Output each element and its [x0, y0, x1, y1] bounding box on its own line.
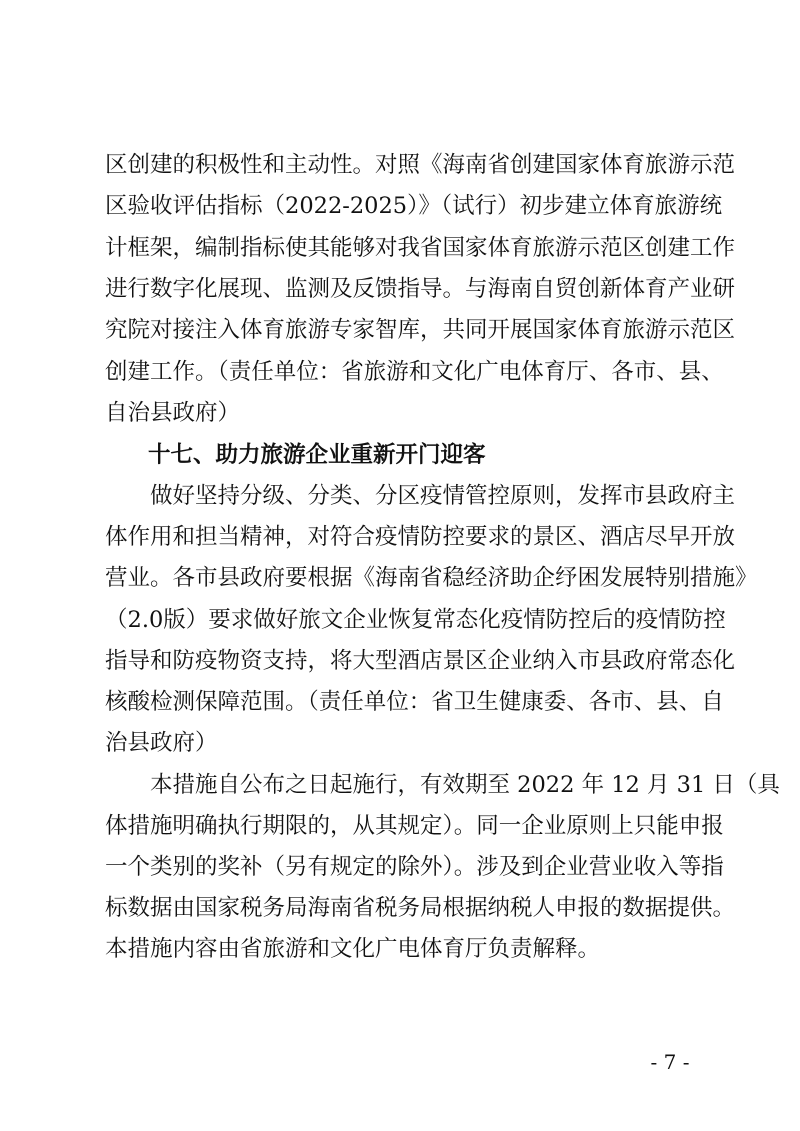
text-line: 区验收评估指标（2022-2025）》（试行）初步建立体育旅游统 — [105, 193, 723, 219]
text-line: 区创建的积极性和主动性。对照《海南省创建国家体育旅游示范 — [105, 152, 736, 178]
text-line: 创建工作。（责任单位：省旅游和文化广电体育厅、各市、县、 — [105, 359, 724, 385]
text-line: 进行数字化展现、监测及反馈指导。与海南自贸创新体育产业研 — [105, 276, 736, 302]
text-line: 指导和防疫物资支持，将大型酒店景区企业纳入市县政府常态化 — [105, 648, 736, 674]
text-line: 一个类别的奖补（另有规定的除外）。涉及到企业营业收入等指 — [105, 854, 724, 880]
text-line: 计框架，编制指标使其能够对我省国家体育旅游示范区创建工作 — [105, 235, 736, 261]
text-line: 营业。各市县政府要根据《海南省稳经济助企纾困发展特别措施》 — [105, 565, 758, 591]
text-line: 核酸检测保障范围。（责任单位：省卫生健康委、各市、县、自 — [105, 689, 724, 715]
text-line: 本措施内容由省旅游和文化广电体育厅负责解释。 — [105, 936, 601, 962]
text-line: 本措施自公布之日起施行，有效期至 2022 年 12 月 31 日（具 — [150, 772, 780, 798]
text-line: 究院对接注入体育旅游专家智库，共同开展国家体育旅游示范区 — [105, 317, 736, 343]
page-number: - 7 - — [650, 1050, 690, 1074]
text-line: 体作用和担当精神，对符合疫情防控要求的景区、酒店尽早开放 — [105, 524, 736, 550]
section-heading: 十七、助力旅游企业重新开门迎客 — [148, 442, 486, 468]
text-line: 标数据由国家税务局海南省税务局根据纳税人申报的数据提供。 — [105, 895, 736, 921]
text-line: 做好坚持分级、分类、分区疫情管控原则，发挥市县政府主 — [150, 483, 736, 509]
text-line: （2.0版）要求做好旅文企业恢复常态化疫情防控后的疫情防控 — [105, 607, 726, 633]
text-line: 体措施明确执行期限的，从其规定）。同一企业原则上只能申报 — [105, 813, 724, 839]
text-line: 自治县政府） — [105, 400, 241, 426]
text-line: 治县政府） — [105, 730, 218, 756]
